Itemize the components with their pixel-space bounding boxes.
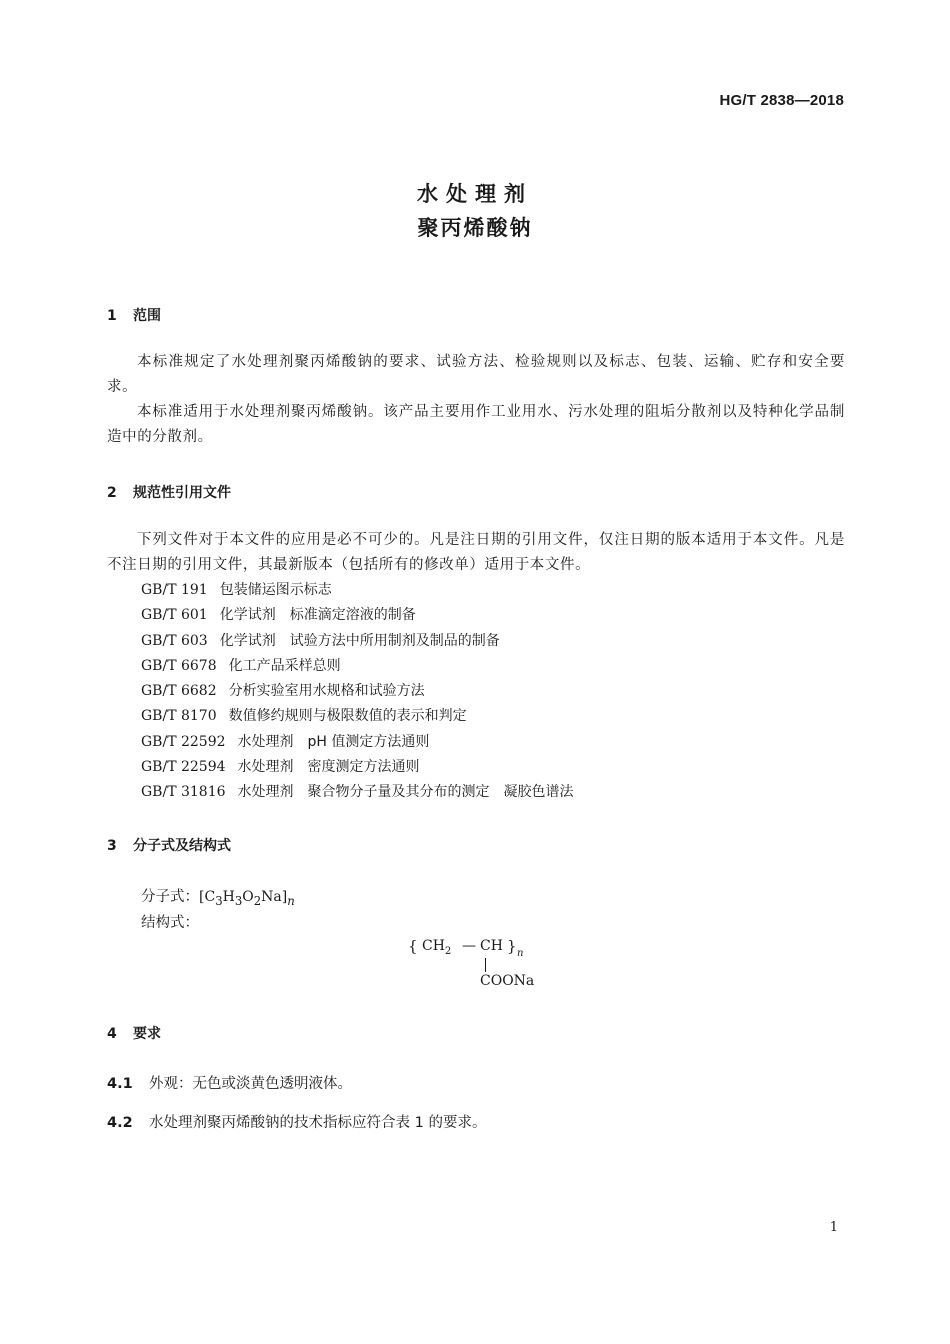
molecular-formula-line — [141, 885, 295, 908]
reference-code: GB/T 601 — [141, 607, 208, 624]
carboxylate-group: COONa — [480, 973, 535, 989]
reference-title: 水处理剂 聚合物分子量及其分布的测定 凝胶色谱法 — [237, 784, 574, 801]
section-number: 1 — [107, 308, 117, 324]
clause-4-1 — [107, 1072, 352, 1093]
reference-item — [141, 780, 574, 805]
clause-number: 4.2 — [107, 1115, 133, 1131]
section-number: 3 — [107, 838, 117, 854]
reference-title: 化学试剂 标准滴定溶液的制备 — [219, 607, 416, 624]
section-title: 规范性引用文件 — [133, 485, 231, 501]
reference-code: GB/T 8170 — [141, 708, 217, 725]
normative-reference-list — [141, 578, 574, 806]
section-2-paragraph-1: 下列文件对于本文件的应用是必不可少的。凡是注日期的引用文件，仅注日期的版本适用于本文件。凡是不注日期的引用文件，其最新版本（包括所有的修改单）适用于本文件。 — [107, 532, 845, 573]
reference-code: GB/T 22594 — [141, 759, 226, 776]
section-2-heading — [107, 482, 231, 502]
section-title: 范围 — [133, 308, 161, 324]
reference-code: GB/T 6682 — [141, 683, 217, 700]
molecular-formula-label: 分子式： — [141, 889, 199, 905]
clause-text: 外观：无色或淡黄色透明液体。 — [149, 1076, 352, 1092]
carbon-bond: — — [462, 938, 476, 954]
title-line-1: 水处理剂 — [417, 182, 533, 206]
reference-title: 化工产品采样总则 — [228, 657, 341, 674]
structural-formula-label: 结构式： — [141, 915, 199, 931]
clause-4-2 — [107, 1111, 486, 1132]
reference-title: 分析实验室用水规格和试验方法 — [228, 683, 425, 700]
clause-text: 水处理剂聚丙烯酸钠的技术指标应符合表 1 的要求。 — [149, 1115, 487, 1131]
repeat-unit-ch2: $CH_2$ — [422, 938, 452, 957]
vertical-bond — [485, 958, 486, 972]
clause-number: 4.1 — [107, 1076, 133, 1092]
reference-item — [141, 730, 574, 755]
repeat-count: n — [517, 948, 524, 959]
reference-code: GB/T 6678 — [141, 657, 217, 674]
reference-title: 化学试剂 试验方法中所用制剂及制品的制备 — [219, 632, 500, 649]
section-title: 要求 — [133, 1026, 161, 1042]
reference-item — [141, 603, 574, 628]
close-bracket-glyph: } — [507, 937, 517, 955]
reference-code: GB/T 31816 — [141, 784, 226, 801]
section-number: 4 — [107, 1026, 117, 1042]
reference-item — [141, 755, 574, 780]
reference-title: 水处理剂 pH 值测定方法通则 — [237, 733, 430, 750]
reference-code: GB/T 191 — [141, 582, 208, 598]
section-title: 分子式及结构式 — [133, 838, 231, 854]
repeat-unit-ch: CH — [480, 938, 503, 954]
reference-item — [141, 629, 574, 654]
reference-code: GB/T 603 — [141, 632, 208, 649]
page-number: 1 — [829, 1220, 838, 1235]
standard-code: HG/T 2838—2018 — [719, 92, 844, 109]
section-1-paragraph-1: 本标准规定了水处理剂聚丙烯酸钠的要求、试验方法、检验规则以及标志、包装、运输、贮存和安全要求。 — [107, 354, 845, 395]
reference-title: 水处理剂 密度测定方法通则 — [237, 759, 420, 776]
section-1-heading — [107, 305, 161, 325]
open-bracket-glyph: { — [408, 937, 418, 955]
reference-item — [141, 654, 574, 679]
reference-item — [141, 578, 574, 603]
reference-item — [141, 704, 574, 729]
reference-title: 数值修约规则与极限数值的表示和判定 — [228, 708, 467, 725]
section-4-heading — [107, 1023, 161, 1043]
section-number: 2 — [107, 485, 117, 501]
section-1-paragraph-2: 本标准适用于水处理剂聚丙烯酸钠。该产品主要用作工业用水、污水处理的阻垢分散剂以及特种化学品制造中的分散剂。 — [107, 404, 845, 445]
reference-item — [141, 679, 574, 704]
molecular-formula: $[C_3H_3O_2Na]_n$ — [199, 889, 295, 908]
section-3-heading — [107, 835, 231, 855]
reference-title: 包装储运图示标志 — [219, 582, 332, 598]
reference-code: GB/T 22592 — [141, 733, 226, 750]
structural-formula — [408, 934, 568, 994]
title-line-2: 聚丙烯酸钠 — [417, 216, 533, 240]
